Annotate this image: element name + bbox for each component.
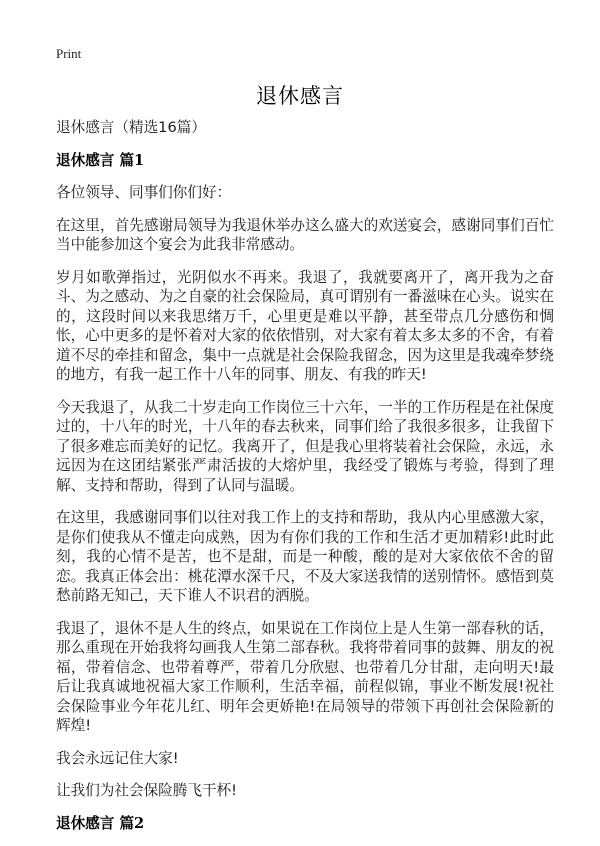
document-subtitle: 退休感言（精选16篇） bbox=[56, 119, 206, 136]
paragraph: 岁月如歌弹指过，光阴似水不再来。我退了，我就要离开了，离开我为之奋斗、为之感动、为之自豪的社会保险局，真可谓别有一番滋味在心头。说实在的，这段时间以来我思绪万千，心里更是难以平静，甚至带点几分感伤和惆怅，心中更多的是怀着对大家的依依惜别，对大家有着太多太多的不舍，有着道不尽的牵挂和留念，集中一点就是社会保险我留念，因为这里是我魂牵梦绕的地方，有我一起工作十八年的同事、朋友、有我的昨天! bbox=[56, 268, 554, 383]
document-body bbox=[56, 118, 554, 846]
print-label: Print bbox=[56, 46, 82, 61]
paragraph: 让我们为社会保险腾飞干杯! bbox=[56, 782, 237, 799]
paragraph: 在这里，我感谢同事们以往对我工作上的支持和帮助，我从内心里感激大家，是你们使我从不懂走向成熟，因为有你们我的工作和生活才更加精彩!此时此刻，我的心情不是苦，也不是甜，而是一种酸，酸的是对大家依依不舍的留恋。我真正体会出：桃花潭水深千尺，不及大家送我情的送别情怀。感悟到莫愁前路无知己，天下谁人不识君的洒脱。 bbox=[56, 509, 554, 604]
paragraph: 我退了，退休不是人生的终点，如果说在工作岗位上是人生第一部春秋的话，那么重现在开始我将勾画我人生第二部春秋。我将带着同事的鼓舞、朋友的祝福，带着信念、也带着尊严，带着几分欣慰、也带着几分甘甜，走向明天!最后让我真诚地祝福大家工作顺利，生活幸福，前程似锦，事业不断发展!祝社会保险事业今年花儿红、明年会更娇艳!在局领导的带领下再创社会保险新的辉煌! bbox=[56, 619, 554, 734]
section-heading-2: 退休感言 篇2 bbox=[56, 814, 145, 832]
document-title: 退休感言 bbox=[256, 84, 344, 108]
paragraph: 今天我退了，从我二十岁走向工作岗位三十六年，一半的工作历程是在社保度过的，十八年的时光，十八年的春去秋来，同事们给了我很多很多，让我留下了很多难忘而美好的记忆。我离开了，但是我心里将装着社会保险，永远，永远因为在这团结紧张严肃活拔的大熔炉里，我经受了锻炼与考验，得到了理解、支持和帮助，得到了认同与温暖。 bbox=[56, 398, 554, 494]
greeting-paragraph: 各位领导、同事们你们好： bbox=[56, 184, 232, 201]
paragraph: 在这里，首先感谢局领导为我退休举办这么盛大的欢送宴会，感谢同事们百忙当中能参加这个宴会为此我非常感动。 bbox=[56, 216, 554, 253]
section-heading-1: 退休感言 篇1 bbox=[56, 151, 145, 169]
paragraph: 我会永远记住大家! bbox=[56, 749, 179, 767]
